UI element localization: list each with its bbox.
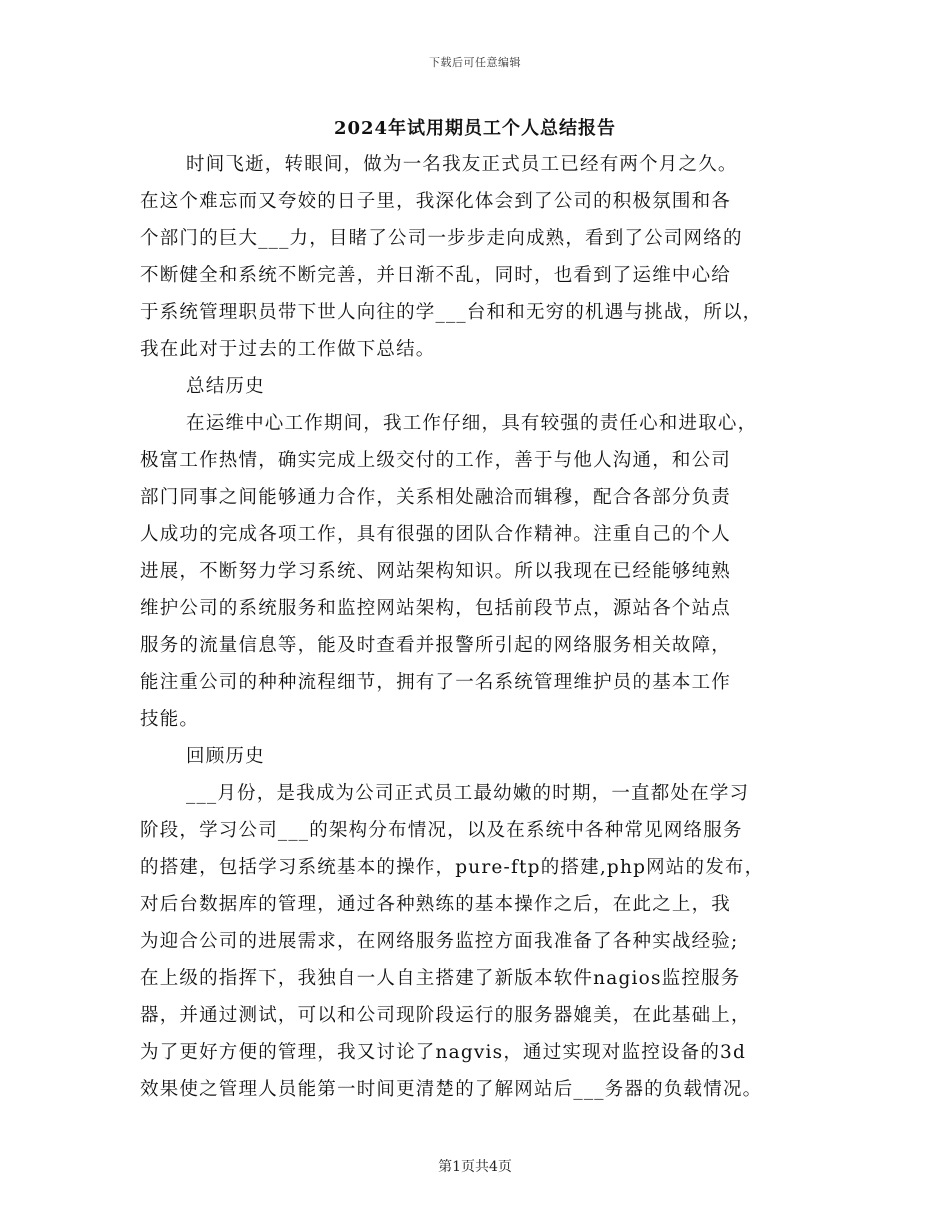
body-line: 为迎合公司的进展需求，在网络服务监控方面我准备了各种实战经验;: [140, 931, 739, 952]
document-body: [140, 146, 820, 1108]
section-heading-review: 回顾历史: [186, 746, 265, 767]
body-line: 于系统管理职员带下世人向往的学___台和和无穷的机遇与挑战，所以，: [140, 302, 763, 323]
body-line: 在上级的指挥下，我独自一人自主搭建了新版本软件nagios监控服务: [140, 968, 741, 989]
body-line: 技能。: [140, 709, 200, 730]
body-line: 对后台数据库的管理，通过各种熟练的基本操作之后，在此之上，我: [140, 894, 732, 915]
body-line: 个部门的巨大___力，目睹了公司一步步走向成熟，看到了公司网络的: [140, 228, 743, 249]
body-line: 的搭建，包括学习系统基本的操作，pure-ftp的搭建,php网站的发布，: [140, 857, 765, 878]
body-line: 时间飞逝，转眼间，做为一名我友正式员工已经有两个月之久。: [186, 154, 738, 175]
body-line: 为了更好方便的管理，我又讨论了nagvis，通过实现对监控设备的3d: [140, 1042, 747, 1063]
document-title: 2024年试用期员工个人总结报告: [333, 118, 617, 139]
section-heading-summary: 总结历史: [186, 376, 265, 397]
body-line: 部门同事之间能够通力合作，关系相处融洽而辑穆，配合各部分负责: [140, 487, 732, 508]
body-line: 能注重公司的种种流程细节，拥有了一名系统管理维护员的基本工作: [140, 672, 732, 693]
body-line: 效果使之管理人员能第一时间更清楚的了解网站后___务器的负载情况。: [140, 1079, 763, 1100]
body-line: 不断健全和系统不断完善，并日渐不乱，同时，也看到了运维中心给: [140, 265, 732, 286]
body-line: 阶段，学习公司___的架构分布情况，以及在系统中各种常见网络服务: [140, 820, 743, 841]
body-line: 我在此对于过去的工作做下总结。: [140, 339, 436, 360]
header-note: 下载后可任意编辑: [429, 56, 521, 69]
body-line: ___月份，是我成为公司正式员工最幼嫩的时期，一直都处在学习: [186, 783, 750, 804]
body-line: 在运维中心工作期间，我工作仔细，具有较强的责任心和进取心，: [186, 413, 758, 434]
body-line: 服务的流量信息等，能及时查看并报警所引起的网络服务相关故障，: [140, 635, 732, 656]
body-line: 维护公司的系统服务和监控网站架构，包括前段节点，源站各个站点: [140, 598, 732, 619]
body-line: 器，并通过测试，可以和公司现阶段运行的服务器媲美，在此基础上，: [140, 1005, 751, 1026]
page-footer: 第1页共4页: [438, 1159, 512, 1175]
body-line: 进展，不断努力学习系统、网站架构知识。所以我现在已经能够纯熟: [140, 561, 732, 582]
body-line: 极富工作热情，确实完成上级交付的工作，善于与他人沟通，和公司: [140, 450, 732, 471]
body-line: 人成功的完成各项工作，具有很强的团队合作精神。注重自己的个人: [140, 524, 732, 545]
body-line: 在这个难忘而又夸姣的日子里，我深化体会到了公司的积极氛围和各: [140, 191, 732, 212]
